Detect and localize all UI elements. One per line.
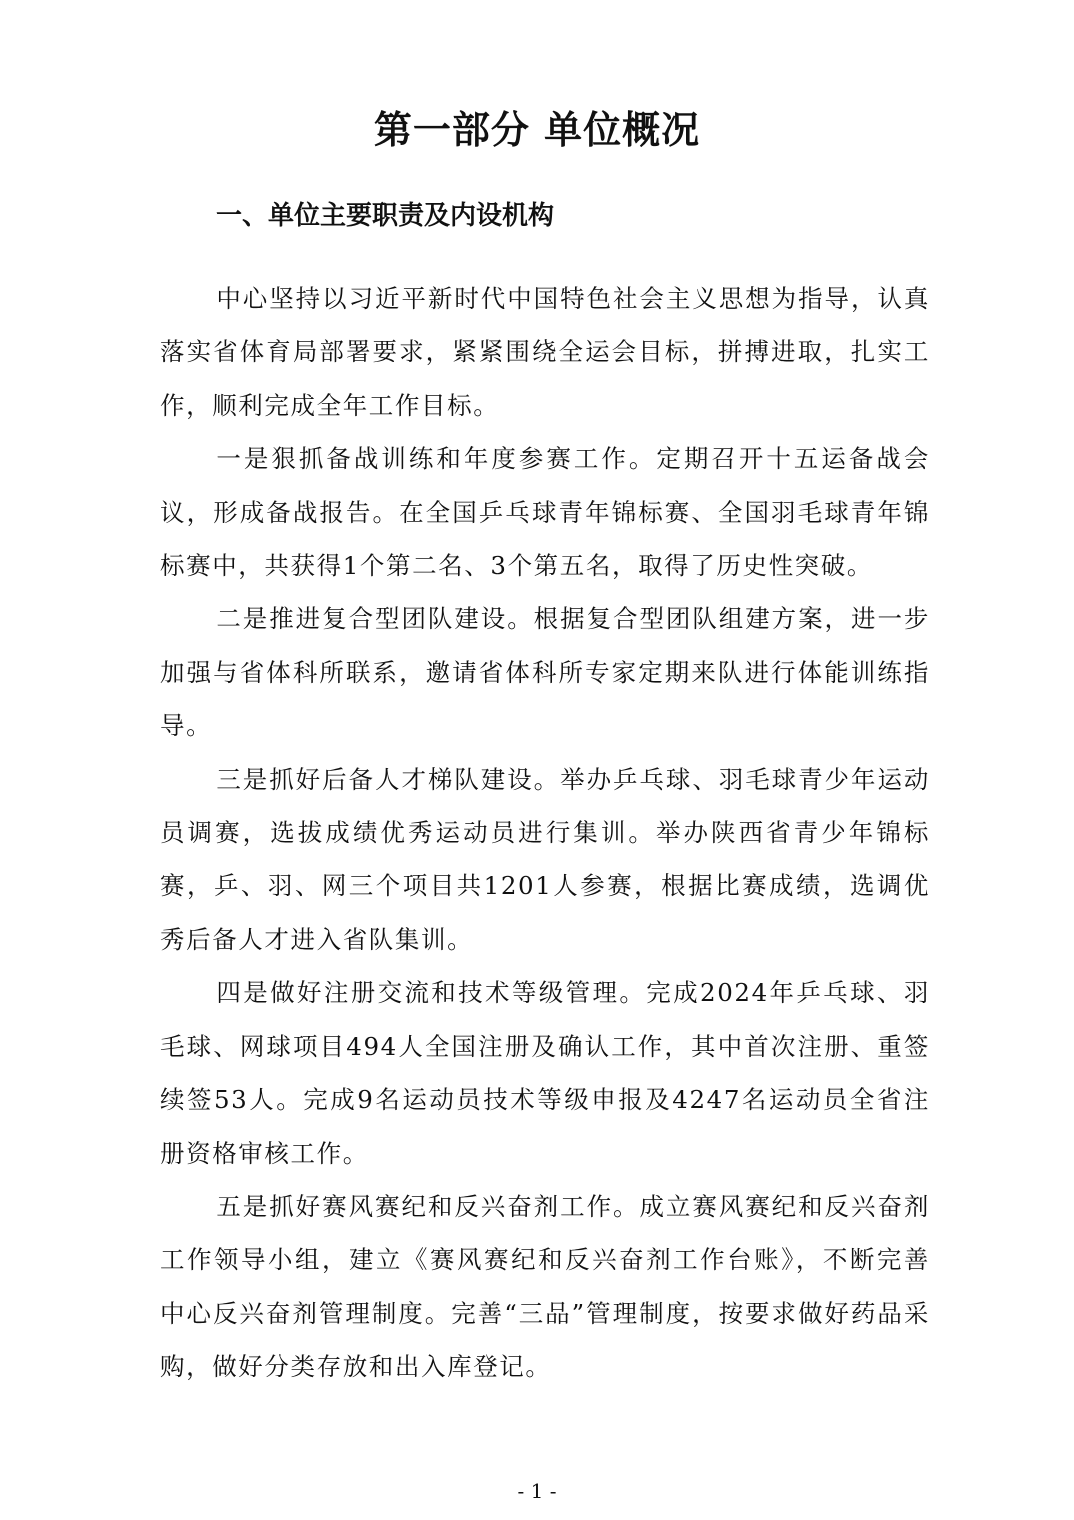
paragraph-registration: 四是做好注册交流和技术等级管理。完成2024年乒乓球、羽毛球、网球项目494人全国注册及确认工作，其中首次注册、重签续签53人。完成9名运动员技术等级申报及4247名运动员全省注册资格审核工作。 bbox=[160, 978, 930, 1168]
paragraph-team-building: 二是推进复合型团队建设。根据复合型团队组建方案，进一步加强与省体科所联系，邀请省体科所专家定期来队进行体能训练指导。 bbox=[160, 604, 930, 741]
section-heading: 一、单位主要职责及内设机构 bbox=[216, 201, 555, 231]
page-title: 第一部分 单位概况 bbox=[373, 107, 701, 152]
paragraph-intro: 中心坚持以习近平新时代中国特色社会主义思想为指导，认真落实省体育局部署要求，紧紧围绕全运会目标，拼搏进取，扎实工作，顺利完成全年工作目标。 bbox=[160, 284, 930, 420]
page-number: - 1 - bbox=[517, 1479, 557, 1503]
paragraph-talent-pipeline: 三是抓好后备人才梯队建设。举办乒乓球、羽毛球青少年运动员调赛，选拔成绩优秀运动员进行集训。举办陕西省青少年锦标赛，乒、羽、网三个项目共1201人参赛，根据比赛成绩，选调优秀后备人才进入省队集训。 bbox=[160, 764, 930, 954]
paragraph-training: 一是狠抓备战训练和年度参赛工作。定期召开十五运备战会议，形成备战报告。在全国乒乓球青年锦标赛、全国羽毛球青年锦标赛中，共获得1个第二名、3个第五名，取得了历史性突破。 bbox=[160, 444, 930, 581]
body-text bbox=[160, 272, 930, 1394]
paragraph-anti-doping: 五是抓好赛风赛纪和反兴奋剂工作。成立赛风赛纪和反兴奋剂工作领导小组，建立《赛风赛纪和反兴奋剂工作台账》，不断完善中心反兴奋剂管理制度。完善“三品”管理制度，按要求做好药品采购，做好分类存放和出入库登记。 bbox=[160, 1191, 930, 1382]
